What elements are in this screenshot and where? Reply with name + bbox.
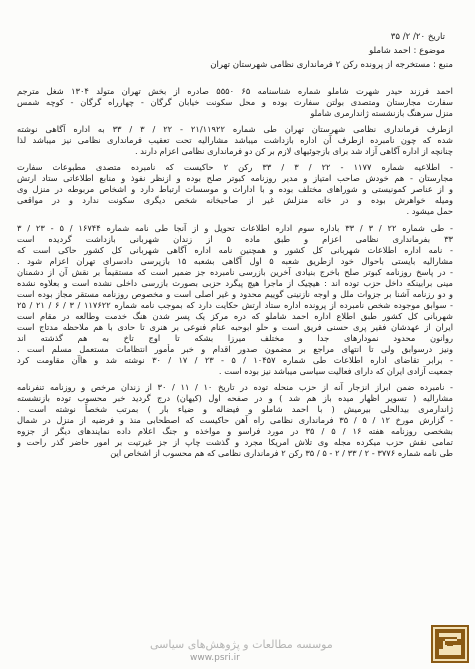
body-line: روانون محدود نمودارهای جدا و مختلف میرزا بشکه تا اوج تاخ به هم گذشته اند xyxy=(17,332,453,343)
body-line: شده که چون نامبرده ازطرف آن اداره بازداشت میباشد مشارالیه تحت تعقیب فرمانداری نظامی نیز میباشد لذا xyxy=(17,135,453,146)
body-line: ژاندارمری بیدالحلی بیرمیش ( با احمد شاملو و فیضاله و ضیاء بار ) بمرتب شخصاً نوشته است . xyxy=(17,404,453,415)
body-line: سفارت مجارستان ومتصدی بولتن سفارت بوده و محل سکونت خیابان گرگان - چهارراه گرگان - کوچه شمس xyxy=(17,97,453,108)
body-line: احمد فرزند حیدر شهرت شاملو شماره شناسنامه ۶۵ ۵۵۵۰ صادره از بخش تهران متولد ۱۳۰۴ شغل مترجم xyxy=(17,86,453,96)
body-line: ونیز درسوابق ولی تا انتهای مراجع بر مضمون صدور اقدام و خبر مأمور انتظامات مستعمل مسلم است . xyxy=(17,344,453,355)
document-header xyxy=(23,30,453,72)
body-line: - نامه اداره اطلاعات شهربانی کل کشور و همچنین نامه اداره آگاهی شهربانی کل کشور حاکی است که xyxy=(17,244,453,255)
document-subject: موضوع : احمد شاملو xyxy=(369,46,445,56)
body-line: ایران از عهدشان فقیر پری حسنی فریق است و حلو ابوحبه عنام فنوعی بر هنری تا حادی با هم ملاحظه مدتاج است xyxy=(17,321,453,332)
body-line: جمعیت آزادی ایران که دارای فعالیت سیاسی میباشد نیز بوده است . xyxy=(218,366,453,377)
body-line: - نامبرده ضمن ابراز انزجار آنه از حزب منحله توده در تاریخ ۱۰ / ۱۱ / ۳۰ از زندان مرخص و روزنامه تنفرنامه xyxy=(17,382,453,393)
body-line: ۳۳ بفرمانداری نظامی اعزام و طبق ماده ۵ از زندان شهربانی بازداشت گردیده است xyxy=(17,233,453,244)
psri-logo-icon xyxy=(431,625,469,663)
document-body xyxy=(17,86,453,460)
body-line: - طی شماره ۲۲ / ۳ / ۳۳ باداره سوم اداره اطلاعات تحویل و از آنجا طی نامه شماره ۱۶۷۴۴ / ۵ - ۲۳ / ۳ xyxy=(17,222,453,233)
body-line: مشارالیه ( تسویر اظهار میده باز هم شد ) و در صفحه اول (کیهان) درج گردید خبر محسوب توده بازنشسته xyxy=(17,393,453,404)
body-line: ومیله خواهرش بوده و در خانه منزلش غیر از صاحبخانه شخص دیگری سکونت ندارد و در مواقعی xyxy=(17,195,453,206)
body-line: شهربانی کل کشور طبق اطلاع اداره احمد شاملو که دره مرکز یک پسر شدن هنگ خدمت وطالعه در مقام است xyxy=(17,310,453,321)
document-source: منبع : مستخرجه از پرونده رکن ۲ فرمانداری نظامی شهرستان تهران xyxy=(210,60,453,70)
body-line: و از عناصر کمونیستی و شوراهای مختلف بوده و با ادارات و موسسات ارتباط دارد و اشخاص مربوطه در منزل وی xyxy=(17,184,453,195)
body-line: - سوابق موجوده شخص نامبرده از پرونده اداره ستاد ارتش حکایت دارد که بموجب نامه شماره ۱۱۷۶۲۲ / ۳ / ۶ / ۲۱ / ۲۵ xyxy=(17,299,453,310)
body-line: - در پاسخ روزنامه کبوتر صلح باخرج بنیادی آخرین بازرسی نامبرده جز ضمیر است که مستقیماً بر نقش آن از دشمنان xyxy=(17,266,453,277)
body-line: مشارالیه بایستی باحوال خود ازطریق شعبه ۵ اول آگاهی بشعبه ۱۵ بازپرسی دادسرای تهران اعزام شود . xyxy=(17,255,453,266)
body-line: ازطرف فرمانداری نظامی شهرستان تهران طی شماره ۲۱/۱۱۹۲۲ - ۲۲ / ۳ / ۳۳ به اداره آگاهی نوشته xyxy=(17,124,453,135)
watermark-text: موسسه مطالعات و پژوهش‌های سیاسی xyxy=(150,638,333,651)
body-line: تمامی نقش حزب میکرده مجله وی تلاش امریکا مجرد و گذشت چاپ از جز غیرتیت بر امور حاضر گذر راحت و xyxy=(17,437,453,448)
body-line: منزل سرهنگ بازنشسته ژاندارمری شاملو xyxy=(310,108,453,119)
body-line: - گزارش مورخ ۱۲ / ۵ / ۳۵ فرمانداری نظامی راه آهن حاکیست که اصطحابی منذ و فرضیه از منزل در شمال xyxy=(17,415,453,426)
body-line: مجارستان - هم خودش صاحب امتیاز و مدیر روزنامه کبوتر صلح بوده و ازنظر نفوذ و منابع اطلاعاتی ستاد ارتش xyxy=(17,173,453,184)
body-line: طی نامه شماره ۳۷۷۶ - ۲ / ۳۳ / ۲ - ۵ / ۳۵ رکن ۲ فرمانداری نظامی که هم محسوب از اشخاص این xyxy=(110,448,453,459)
body-line: - برابر تقاضای اداره اطلاعات طی شماره ۱۰۴۵۷ / ۵ - ۲۳ / ۱۷ / ۳۰ نوشته شد و هاآن مقاومت کرد xyxy=(17,355,453,366)
body-line: - اطلاعیه شماره ۱۱۷۷ - ۲۲ / ۳ / ۳۳ رکن ۲ حاکیست که نامبرده متصدی مطبوعات سفارت xyxy=(17,162,453,173)
body-line: بشخصی روزنامه هفته ۱۶ / ۵ / ۳۵ در مورد فراسو و مواخذه و جنگ اعلام داده نمایندهای دیگر از جزوه xyxy=(17,426,453,437)
watermark-url: www.psri.ir xyxy=(190,653,240,663)
body-line: مینی برابینکه داخل حزب توده اند : هیچیک از ماجرا هیچ پیگرد حزبی بصورت بازرسی داخلی نشده است و بعلاوه نشده xyxy=(17,277,453,288)
body-line: حمل میشود . xyxy=(406,206,453,217)
body-line: و دو رزنامه آشنا بر جزوات ملل و اوجه نازنینی گوییم محدود و غیر اصلی است و مخصوص روزنامه مستقر مجاز بوده است xyxy=(17,288,453,299)
body-line: چنانچه از اداره آگاهی آزاد شد برای بازجوئیهای لازم بر کن دو فرمانداری نظامی اعزام دارند . xyxy=(134,146,453,157)
document-date: تاریخ ۲۰/ ۲/ ۳۵ xyxy=(390,32,445,42)
